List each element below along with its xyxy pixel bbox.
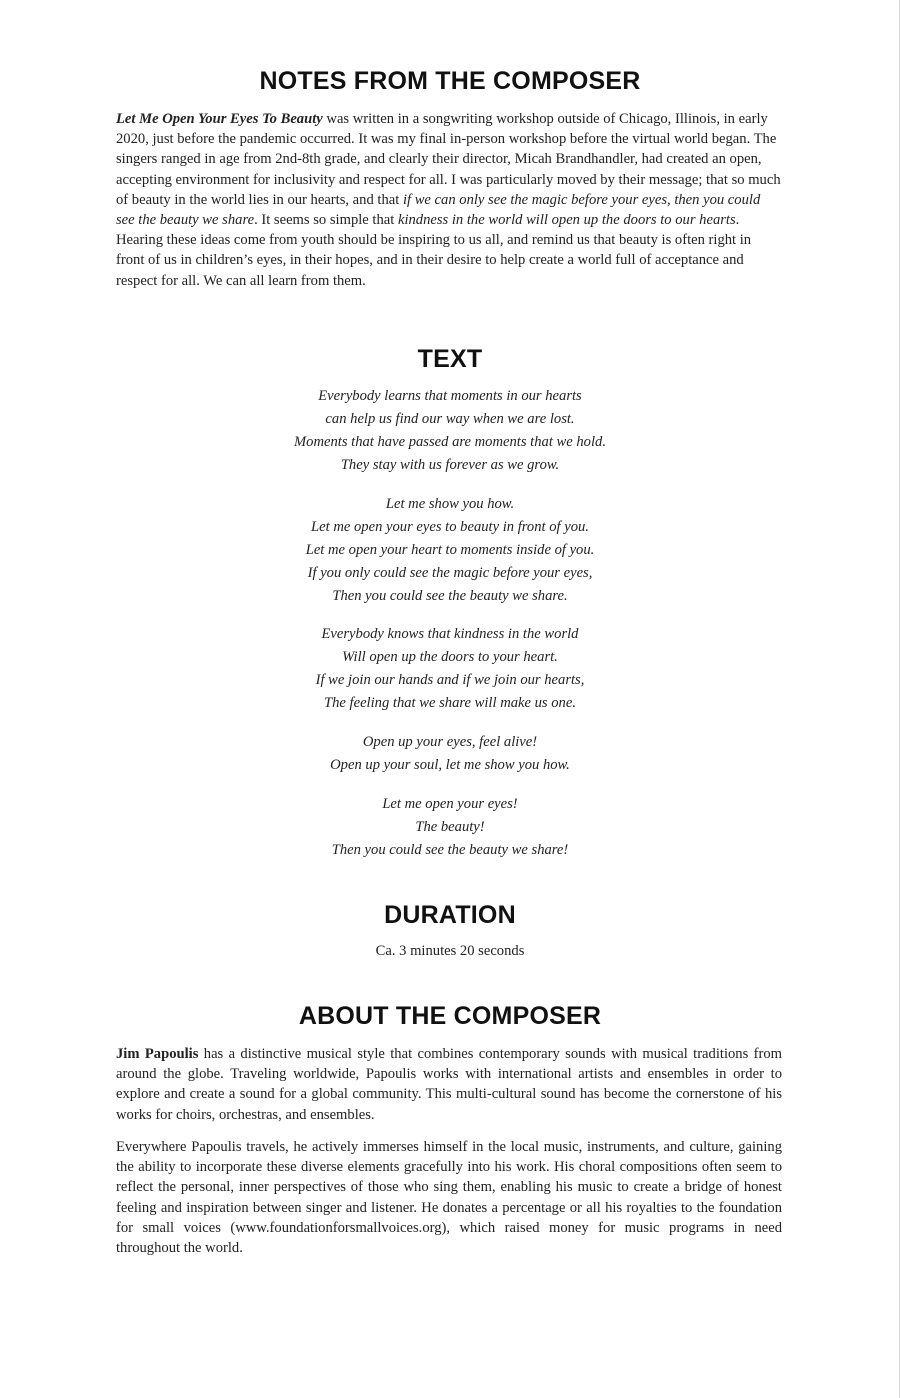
duration-value: Ca. 3 minutes 20 seconds	[375, 943, 525, 959]
verse-line: Open up your eyes, feel alive!	[362, 734, 538, 750]
notes-text-1: was written in a songwriting workshop outside of Chicago, Illinois, in early 2020, just before the pandemic occurred. It was my final in-person workshop before the virtual world began. The singers ranged in age from 2nd-8th grade, and clearly their director, Micah Brandhandler, had created an open, accepting environment for inclusivity and respect for all. I was particularly moved by their message; that so much of beauty in the world lies in our hearts, and that	[116, 111, 781, 208]
verse-line: Then you could see the beauty we share!	[331, 842, 569, 859]
stanza-5	[0, 793, 900, 862]
verse-line: Everybody knows that kindness in the world	[321, 626, 579, 642]
verse-line: Moments that have passed are moments that we hold.	[294, 434, 606, 451]
about-heading: ABOUT THE COMPOSER	[298, 1002, 602, 1030]
song-title: Let Me Open Your Eyes To Beauty	[116, 111, 323, 127]
verse-line: The feeling that we share will make us one.	[324, 695, 576, 712]
verse-line: If we join our hands and if we join our hearts,	[315, 672, 585, 689]
stanza-4	[0, 731, 900, 777]
verse-line: Will open up the doors to your heart.	[342, 649, 558, 666]
about-paragraph-2: Everywhere Papoulis travels, he actively immerses himself in the local music, instruments, and culture, gaining the ability to incorporate these diverse elements gracefully into his work. His choral compositions often seem to reflect the personal, inner perspectives of those who sing them, enabling his music to create a bridge of honest feeling and inspiration between singer and listener. He donates a percentage or all his royalties to the foundation for small voices (www.foundationforsmallvoices.org), which raised money for music programs in need throughout the world.	[116, 1139, 782, 1257]
verse-line: Open up your soul, let me show you how.	[330, 757, 570, 774]
verse-line: Let me show you how.	[385, 496, 515, 512]
composer-name: Jim Papoulis	[116, 1046, 199, 1062]
verse-line: Let me open your eyes to beauty in front of you.	[311, 519, 589, 536]
notes-quote-1: if we can only see the magic before your eyes, then you could see the beauty we share	[116, 191, 761, 229]
text-heading: TEXT	[417, 345, 483, 373]
notes-quote-2: kindness in the world will open up the doors to our hearts	[397, 212, 736, 229]
verse-line: Then you could see the beauty we share.	[332, 588, 568, 605]
stanza-1	[0, 385, 900, 477]
stanza-2	[0, 493, 900, 608]
notes-heading: NOTES FROM THE COMPOSER	[259, 67, 641, 95]
verse-line: Let me open your heart to moments inside of you.	[305, 542, 595, 559]
notes-text-2: . It seems so simple that	[254, 212, 398, 229]
about-text-1: has a distinctive musical style that combines contemporary sounds with musical traditions from around the globe. Traveling worldwide, Papoulis works with international artists and ensembles in order to explore and create a sound for a global community. This multi-cultural sound has become the cornerstone of his works for choirs, orchestras, and ensembles.	[116, 1046, 782, 1123]
verse-line: They stay with us forever as we grow.	[340, 457, 560, 474]
verse-line: can help us find our way when we are lost.	[325, 411, 575, 428]
verse-line: The beauty!	[415, 819, 485, 836]
duration-heading: DURATION	[384, 901, 516, 929]
notes-text-3: . Hearing these ideas come from youth should be inspiring to us all, and remind us that beauty is often right in front of us in children’s eyes, in their hopes, and in their desire to help create a world full of acceptance and respect for all. We can all learn from them.	[116, 212, 752, 289]
verse-line: If you only could see the magic before your eyes,	[307, 565, 593, 582]
about-paragraph-1	[116, 1044, 782, 1125]
verse-line: Let me open your eyes!	[382, 796, 518, 812]
notes-paragraph	[116, 109, 782, 291]
verse-line: Everybody learns that moments in our hearts	[318, 388, 582, 404]
stanza-3	[0, 623, 900, 715]
